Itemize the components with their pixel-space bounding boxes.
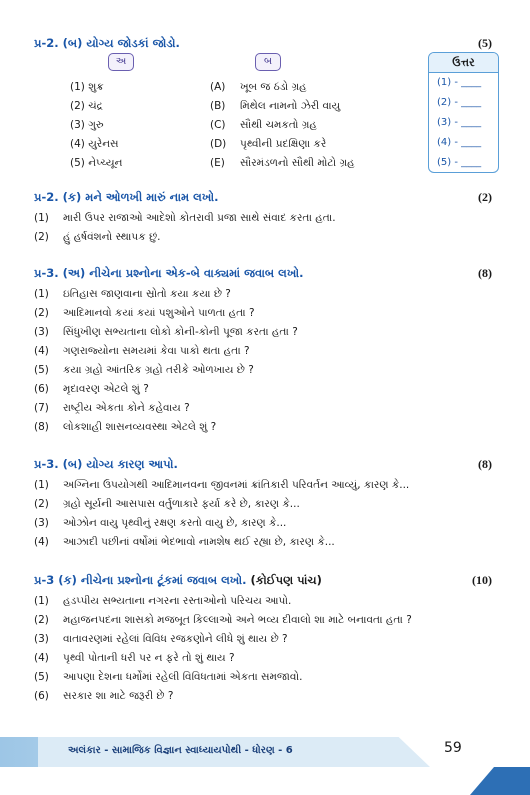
match-item-b: સૌરમંડળનો સૌથી મોટો ગ્રહ — [240, 157, 355, 169]
question-text: કયા ગ્રહો આંતરિક ગ્રહો તરીકે ઓળખાય છે ? — [63, 364, 254, 376]
question-number: (1) — [34, 212, 49, 224]
question-item — [34, 668, 492, 687]
question-text: હડપ્પીય સભ્યતાના નગરના રસ્તાઓનો પરિચય આપો. — [63, 595, 292, 607]
match-item-b: સૌથી ચમકતો ગ્રહ — [240, 119, 317, 131]
question-number: (3) — [34, 517, 49, 529]
question-item — [34, 687, 492, 706]
question-text: રાષ્ટ્રીય એકતા કોને કહેવાય ? — [63, 402, 190, 414]
marks: (8) — [478, 266, 492, 280]
question-number: (3) — [34, 633, 49, 645]
match-item-b-label: (B) — [210, 100, 226, 112]
question-number: (1) — [34, 479, 49, 491]
question-text: લોકશાહી શાસનવ્યવસ્થા એટલે શું ? — [63, 421, 217, 433]
match-item-b: ખૂબ જ ઠંડો ગ્રહ — [240, 81, 307, 93]
question-number: (2) — [34, 498, 49, 510]
match-row — [70, 116, 317, 135]
question-text: સરકાર શા માટે જરૂરી છે ? — [63, 690, 174, 702]
question-item — [34, 418, 492, 437]
section-title: પ્ર-2. (ક) મને ઓળખી મારું નામ લખો. — [34, 190, 219, 204]
question-item — [34, 285, 492, 304]
match-item-a: (4) યુરેનસ — [70, 138, 119, 150]
answer-title: ઉત્તર — [429, 53, 498, 73]
question-item — [34, 630, 492, 649]
question-text: હું હર્ષવંશનો સ્થાપક છું. — [63, 231, 161, 243]
question-text: ઇતિહાસ જાણવાના સ્રોતો કયા કયા છે ? — [63, 288, 231, 300]
answer-blank[interactable]: (5) - ____ — [437, 157, 482, 168]
question-text: વાતાવરણમાં રહેલાં વિવિધ રજકણોને લીધે શું થાય છે ? — [63, 633, 288, 645]
section-title-extra: (કોઈપણ પાંચ) — [250, 573, 322, 587]
question-text: મારી ઉપર રાજાઓ આદેશો કોતરાવી પ્રજા સાથે સંવાદ કરતા હતા. — [63, 212, 336, 224]
match-item-a: (2) ચંદ્ર — [70, 100, 103, 112]
marks: (2) — [478, 190, 492, 204]
footer-title: અલંકાર - સામાજિક વિજ્ઞાન સ્વાધ્યાયપોથી - ધોરણ - 6 — [68, 745, 293, 756]
answer-box — [428, 52, 499, 173]
question-number: (3) — [34, 326, 49, 338]
question-number: (7) — [34, 402, 49, 414]
match-item-b-label: (E) — [210, 157, 225, 169]
question-item — [34, 323, 492, 342]
column-b-header: બ — [255, 53, 281, 71]
match-item-a: (5) નેપ્ચ્યૂન — [70, 157, 123, 169]
question-text: મહાજનપદના શાસકો મજબૂત કિલ્લાઓ અને ભવ્ય દીવાલો શા માટે બનાવતા હતા ? — [63, 614, 412, 626]
answer-blank[interactable]: (1) - ____ — [437, 77, 482, 88]
question-text: સિંધુખીણ સભ્યતાના લોકો કોની-કોની પૂજા કરતા હતા ? — [63, 326, 298, 338]
section-identify — [34, 190, 492, 247]
question-item — [34, 495, 492, 514]
question-item — [34, 209, 492, 228]
section-title: પ્ર-3 (ક) નીચેના પ્રશ્નોના ટૂંકમાં જવાબ લખો. — [34, 573, 247, 587]
question-number: (6) — [34, 383, 49, 395]
answer-blank[interactable]: (2) - ____ — [437, 97, 482, 108]
match-item-b: પૃથ્વીની પ્રદક્ષિણા કરે — [240, 138, 327, 150]
question-text: ગ્રહો સૂર્યની આસપાસ વર્તુળાકારે ફર્યા કરે છે, કારણ કે... — [63, 498, 300, 510]
question-text: આદિમાનવો કયાં કયાં પશુઓને પાળતા હતા ? — [63, 307, 255, 319]
question-number: (4) — [34, 345, 49, 357]
question-item — [34, 361, 492, 380]
match-item-b-label: (A) — [210, 81, 226, 93]
match-item-a: (3) ગુરુ — [70, 119, 104, 131]
question-text: મૃદાવરણ એટલે શું ? — [63, 383, 149, 395]
question-text: આપણા દેશના ધર્મોમાં રહેલી વિવિધતામાં એકતા સમજાવો. — [63, 671, 303, 683]
question-item — [34, 592, 492, 611]
section-title: પ્ર-3. (બ) યોગ્ય કારણ આપો. — [34, 457, 178, 471]
match-item-b-label: (C) — [210, 119, 226, 131]
question-item — [34, 304, 492, 323]
question-number: (6) — [34, 690, 49, 702]
column-a-header: અ — [108, 53, 134, 71]
question-number: (2) — [34, 231, 49, 243]
question-item — [34, 228, 492, 247]
question-number: (2) — [34, 614, 49, 626]
marks: (5) — [478, 36, 492, 50]
question-number: (5) — [34, 364, 49, 376]
question-text: આઝાદી પછીનાં વર્ષોમાં ભેદભાવો નામશેષ થઈ રહ્યા છે, કારણ કે... — [63, 536, 335, 548]
marks: (8) — [478, 457, 492, 471]
section-match — [34, 36, 492, 51]
page-number: 59 — [444, 740, 462, 756]
question-item — [34, 399, 492, 418]
question-item — [34, 611, 492, 630]
question-item — [34, 514, 492, 533]
question-number: (1) — [34, 288, 49, 300]
question-number: (1) — [34, 595, 49, 607]
question-text: ગણરાજ્યોના સમયમાં કેવા પાકો થતા હતા ? — [63, 345, 250, 357]
question-item — [34, 380, 492, 399]
question-number: (2) — [34, 307, 49, 319]
marks: (10) — [472, 573, 492, 587]
match-row — [70, 78, 307, 97]
question-item — [34, 476, 492, 495]
question-text: પૃથ્વી પોતાની ધરી પર ન ફરે તો શું થાય ? — [63, 652, 235, 664]
section-brief-answer — [34, 573, 492, 706]
question-text: ઓઝોન વાયુ પૃથ્વીનું રક્ષણ કરતો વાયુ છે, કારણ કે... — [63, 517, 287, 529]
question-item — [34, 649, 492, 668]
match-item-b: મિથેલ નામનો ઝેરી વાયુ — [240, 100, 341, 112]
section-short-answer — [34, 266, 492, 437]
match-row — [70, 135, 326, 154]
section-reasons — [34, 457, 492, 552]
answer-blank[interactable]: (3) - ____ — [437, 117, 482, 128]
match-item-a: (1) શુક્ર — [70, 81, 104, 93]
answer-blank[interactable]: (4) - ____ — [437, 137, 482, 148]
footer-corner — [470, 767, 530, 795]
match-row — [70, 154, 355, 173]
section-title: પ્ર-3. (અ) નીચેના પ્રશ્નોના એક-બે વાક્યમાં જવાબ લખો. — [34, 266, 304, 280]
question-number: (8) — [34, 421, 49, 433]
match-row — [70, 97, 340, 116]
question-text: અગ્નિના ઉપયોગથી આદિમાનવના જીવનમાં ક્રાંતિકારી પરિવર્તન આવ્યું, કારણ કે... — [63, 479, 410, 491]
match-item-b-label: (D) — [210, 138, 227, 150]
question-item — [34, 533, 492, 552]
question-number: (4) — [34, 652, 49, 664]
question-item — [34, 342, 492, 361]
question-number: (4) — [34, 536, 49, 548]
question-number: (5) — [34, 671, 49, 683]
section-title: પ્ર-2. (બ) યોગ્ય જોડકાં જોડો. — [34, 36, 180, 50]
